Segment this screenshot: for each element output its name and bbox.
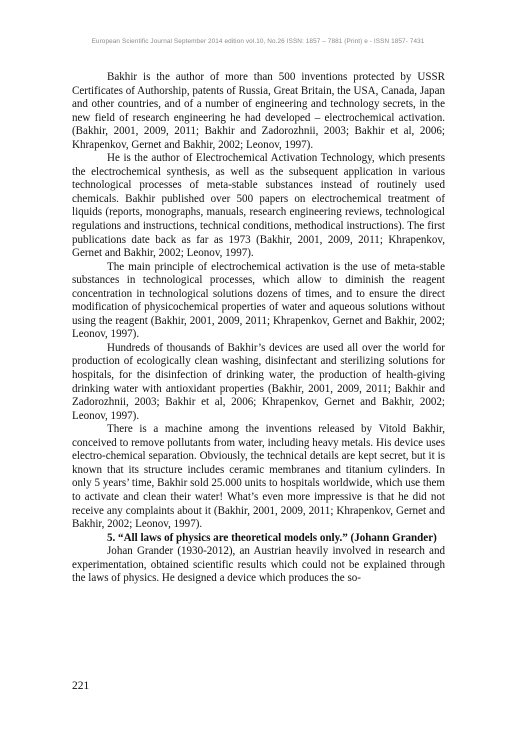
section-heading: 5. “All laws of physics are theoretical models only.” (Johann Grander) — [107, 531, 437, 544]
paragraph-water-machine: There is a machine among the inventions released by Vitold Bakhir, conceived to remove pollutants from water, including heavy metals. His device uses electro-chemical separation. Obviously, the technical details are kept secret, but it is known that its structure includes ceramic membranes and titanium cylinders. In only 5 years’ time, Bakhir sold 25.000 units to hospitals worldwide, which use them to activate and clean their water! What’s even more impressive is that he did not receive any complaints about it (Bakhir, 2001, 2009, 2011; Khrapenkov, Gernet and Bakhir, 2002; Leonov, 1997). — [72, 423, 445, 531]
body-text — [72, 71, 445, 586]
page-number: 221 — [72, 680, 90, 692]
running-header: European Scientific Journal September 2014 edition vol.10, No.26 ISSN: 1857 – 7881 (Print) e - ISSN 1857- 7431 — [91, 38, 425, 45]
paragraph-electrochemical-technology: He is the author of Electrochemical Activation Technology, which presents the electrochemical synthesis, as well as the subsequent application in various technological processes of meta-stable substances instead of routinely used chemicals. Bakhir published over 500 papers on electrochemical treatment of liquids (reports, monographs, manuals, research engineering reviews, technological regulations and instructions, technical conditions, methodical instructions). The first publications date back as far as 1973 (Bakhir, 2001, 2009, 2011; Khrapenkov, Gernet and Bakhir, 2002; Leonov, 1997). — [72, 152, 445, 260]
paragraph-activation-principle: The main principle of electrochemical activation is the use of meta-stable substances in technological processes, which allow to diminish the reagent concentration in technological solutions dozens of times, and to ensure the direct modification of physicochemical properties of water and aqueous solutions without using the reagent (Bakhir, 2001, 2009, 2011; Khrapenkov, Gernet and Bakhir, 2002; Leonov, 1997). — [72, 260, 445, 341]
paragraph-devices-worldwide: Hundreds of thousands of Bakhir’s devices are used all over the world for production of ecologically clean washing, disinfectant and sterilizing solutions for hospitals, for the disinfection of drinking water, the production of health-giving drinking water with antioxidant properties (Bakhir, 2001, 2009, 2011; Bakhir and Zadorozhnii, 2003; Bakhir et al, 2006; Khrapenkov, Gernet and Bakhir, 2002; Leonov, 1997). — [72, 341, 445, 422]
paragraph-grander: Johan Grander (1930-2012), an Austrian heavily involved in research and experimentation, obtained scientific results which could not be explained through the laws of physics. He designed a device which produces the so- — [72, 545, 445, 585]
paragraph-bakhir-inventions: Bakhir is the author of more than 500 inventions protected by USSR Certificates of Authorship, patents of Russia, Great Britain, the USA, Canada, Japan and other countries, and of a number of engineering and technology secrets, in the new field of research engineering he had developed – electrochemical activation. (Bakhir, 2001, 2009, 2011; Bakhir and Zadorozhnii, 2003; Bakhir et al, 2006; Khrapenkov, Gernet and Bakhir, 2002; Leonov, 1997). — [72, 71, 445, 151]
